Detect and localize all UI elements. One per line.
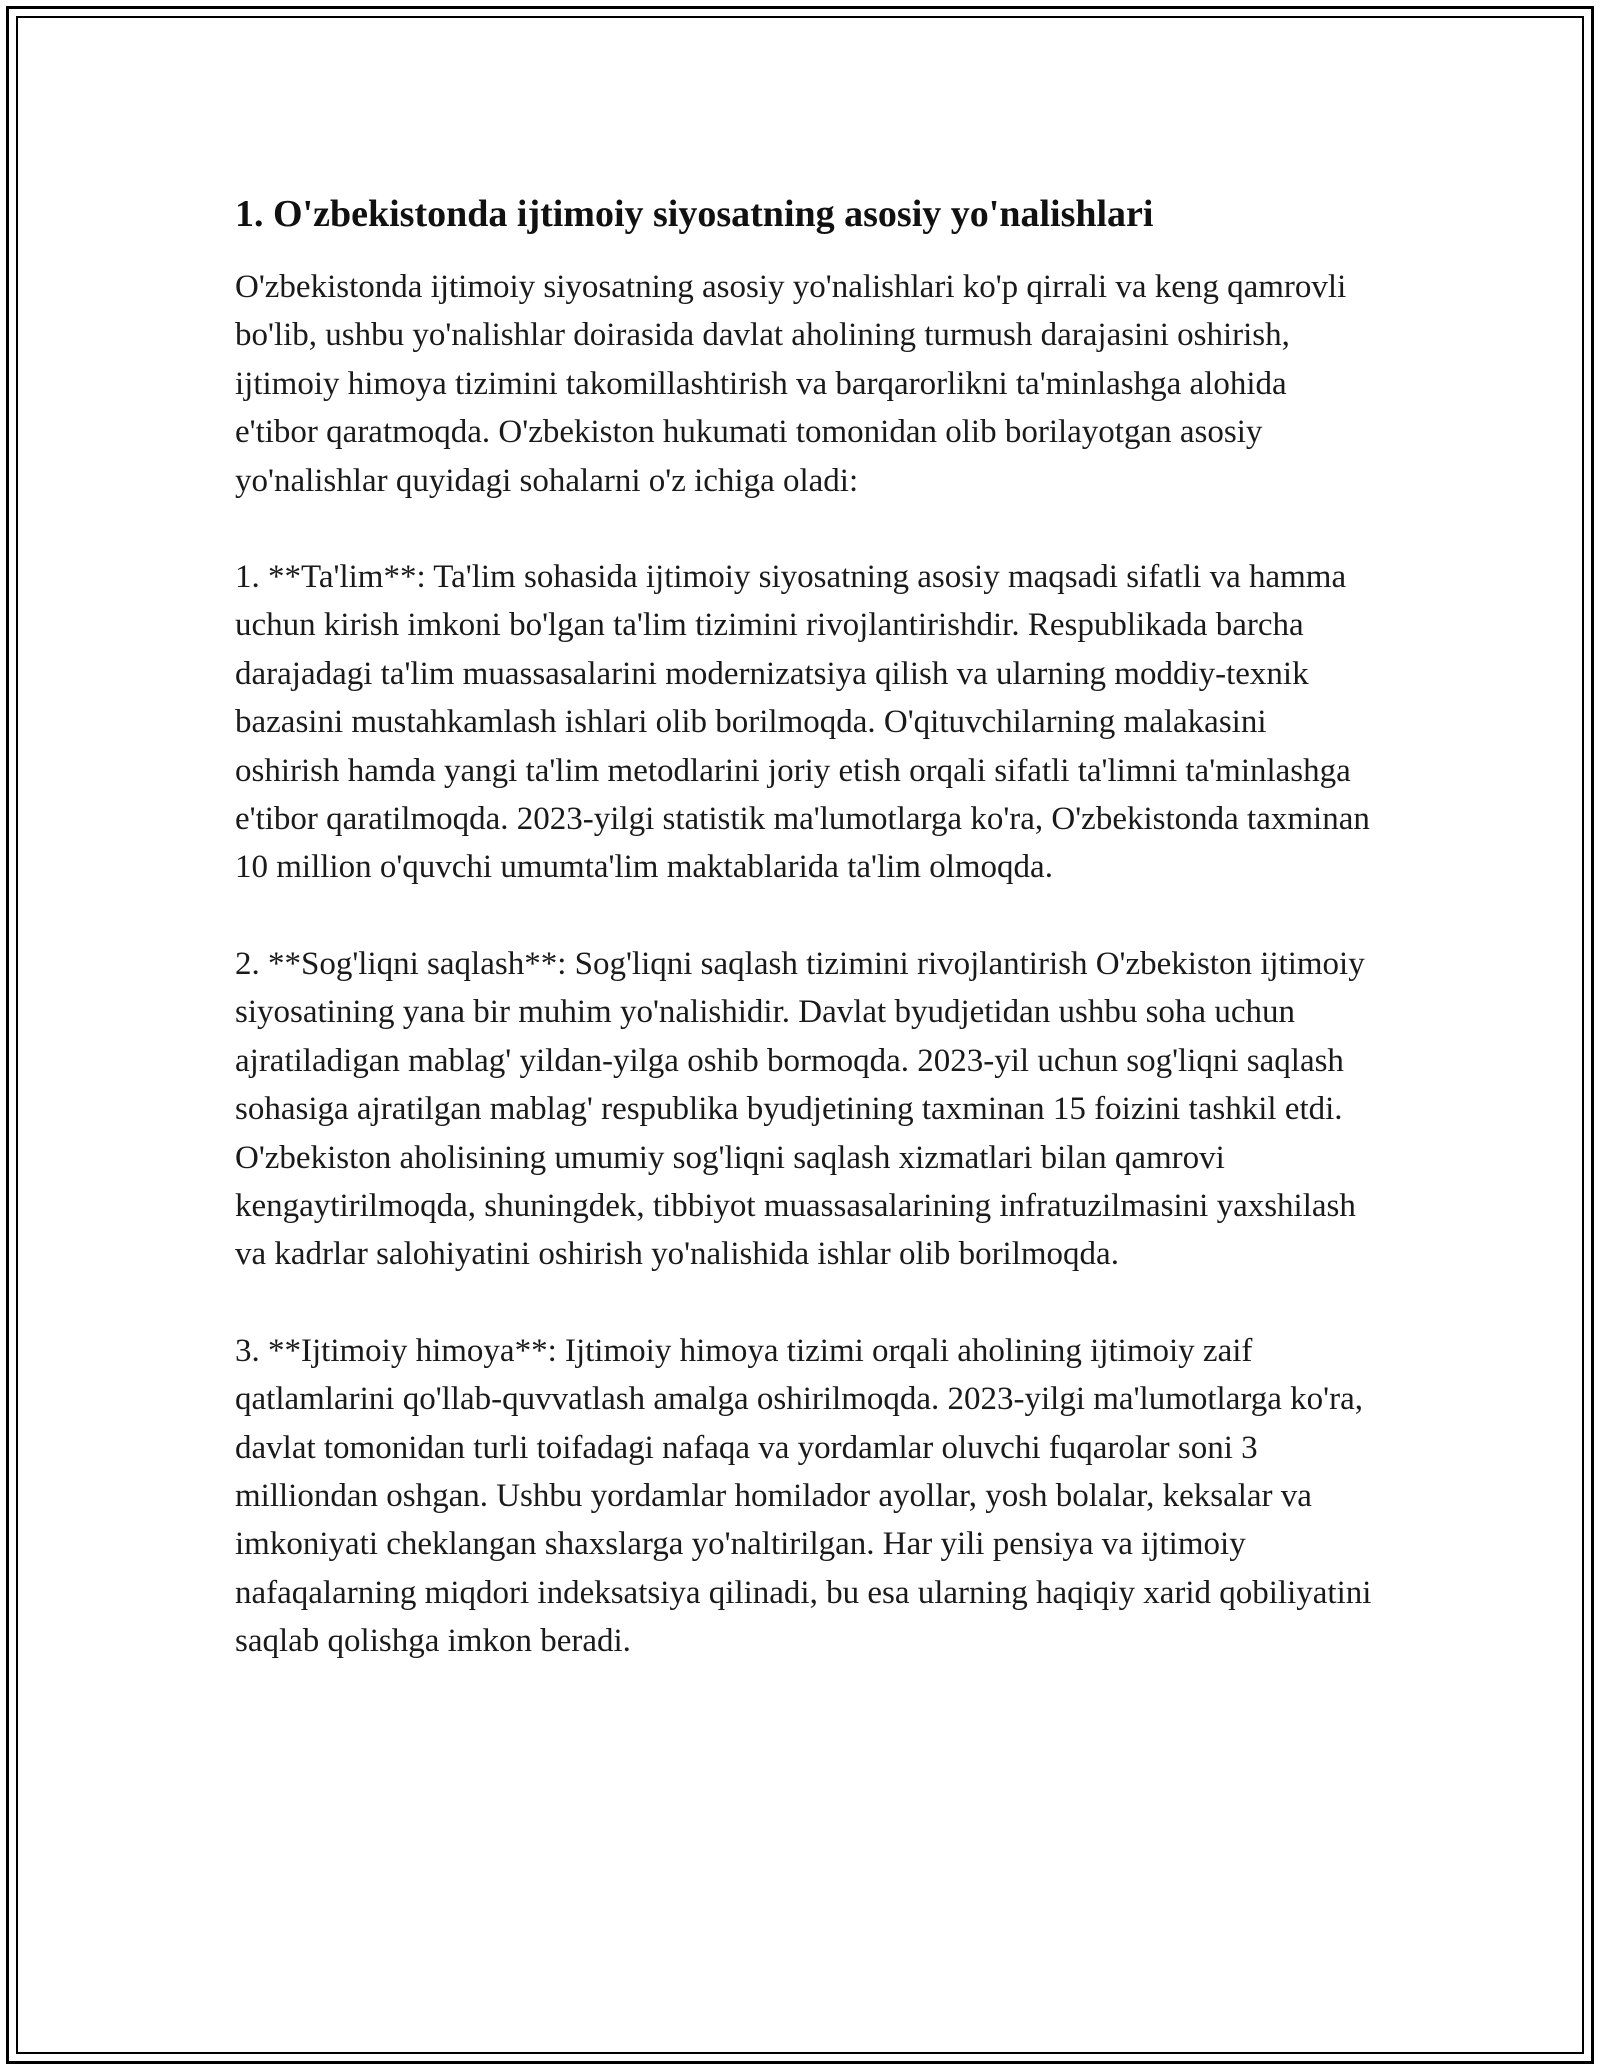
- healthcare-paragraph: 2. **Sog'liqni saqlash**: Sog'liqni saqlash tizimini rivojlantirish O'zbekiston ijtimoiy siyosatining yana bir muhim yo'nalishidir. Davlat byudjetidan ushbu soha uchun ajratiladigan mablag' yildan-yilga oshib bormoqda. 2023-yil uchun sog'liqni saqlash sohasiga ajratilgan mablag' respublika byudjetining taxminan 15 foizini tashkil etdi. O'zbekiston aholisining umumiy sog'liqni saqlash xizmatlari bilan qamrovi kengaytirilmoqda, shuningdek, tibbiyot muassasalarining infratuzilmasini yaxshilash va kadrlar salohiyatini oshirish yo'nalishida ishlar olib borilmoqda.: [235, 945, 1365, 1273]
- section-heading: 1. O'zbekistonda ijtimoiy siyosatning asosiy yo'nalishlari: [235, 193, 1154, 235]
- intro-paragraph: O'zbekistonda ijtimoiy siyosatning asosiy yo'nalishlari ko'p qirrali va keng qamrovli bo'lib, ushbu yo'nalishlar doirasida davlat aholining turmush darajasini oshirish, ijtimoiy himoya tizimini takomillashtirish va barqarorlikni ta'minlashga alohida e'tibor qaratmoqda. O'zbekiston hukumati tomonidan olib borilayotgan asosiy yo'nalishlar quyidagi sohalarni o'z ichiga oladi:: [235, 269, 1347, 499]
- social-protection-paragraph: 3. **Ijtimoiy himoya**: Ijtimoiy himoya tizimi orqali aholining ijtimoiy zaif qatlamlarini qo'llab-quvvatlash amalga oshirilmoqda. 2023-yilgi ma'lumotlarga ko'ra, davlat tomonidan turli toifadagi nafaqa va yordamlar oluvchi fuqarolar soni 3 milliondan oshgan. Ushbu yordamlar homilador ayollar, yosh bolalar, keksalar va imkoniyati cheklangan shaxslarga yo'naltirilgan. Har yili pensiya va ijtimoiy nafaqalarning miqdori indeksatsiya qilinadi, bu esa ularning haqiqiy xarid qobiliyatini saqlab qolishga imkon beradi.: [235, 1332, 1372, 1660]
- education-paragraph: 1. **Ta'lim**: Ta'lim sohasida ijtimoiy siyosatning asosiy maqsadi sifatli va hamma uchun kirish imkoni bo'lgan ta'lim tizimini rivojlantirishdir. Respublikada barcha darajadagi ta'lim muassasalarini modernizatsiya qilish va ularning moddiy-texnik bazasini mustahkamlash ishlari olib borilmoqda. O'qituvchilarning malakasini oshirish hamda yangi ta'lim metodlarini joriy etish orqali sifatli ta'limni ta'minlashga e'tibor qaratilmoqda. 2023-yilgi statistik ma'lumotlarga ko'ra, O'zbekistonda taxminan 10 million o'quvchi umumta'lim maktablarida ta'lim olmoqda.: [235, 559, 1370, 886]
- document-body: [235, 186, 1375, 1714]
